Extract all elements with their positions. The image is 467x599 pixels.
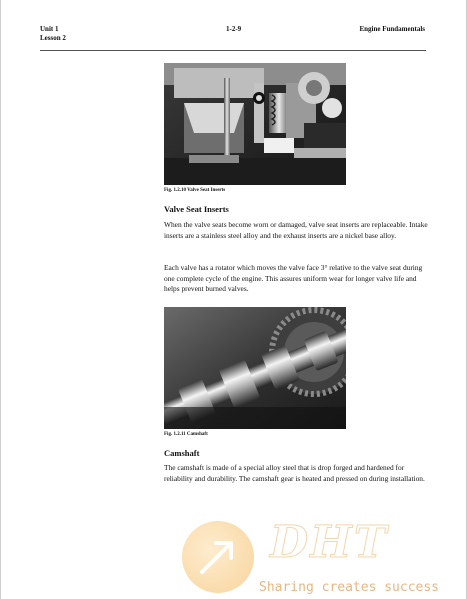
unit-label: Unit 1 bbox=[40, 25, 59, 33]
paragraph: The camshaft is made of a special alloy steel that is drop forged and hardened for reliability and durability. The camshaft gear is heated and pressed on during installation. bbox=[164, 463, 425, 483]
page-number: 1-2-9 bbox=[226, 25, 242, 33]
section-title: Engine Fundamentals bbox=[359, 25, 425, 33]
section-heading: Valve Seat Inserts bbox=[164, 204, 229, 214]
valve-seat-inserts-photo bbox=[164, 63, 346, 185]
header-divider bbox=[40, 50, 426, 51]
paragraph: When the valve seats become worn or damaged, valve seat inserts are replaceable. Intake inserts are a stainless steel alloy and the exhaust inserts are a nickel base alloy. bbox=[164, 220, 428, 240]
watermark-tagline: Sharing creates success bbox=[259, 580, 440, 595]
page-header-left bbox=[40, 25, 66, 43]
camshaft-photo bbox=[164, 307, 346, 429]
watermark bbox=[182, 516, 466, 599]
arrow-icon bbox=[196, 534, 240, 578]
page-edge-left bbox=[0, 0, 1, 599]
lesson-label: Lesson 2 bbox=[40, 34, 66, 42]
paragraph: Each valve has a rotator which moves the valve face 3° relative to the valve seat during one complete cycle of the engine. This assures uniform wear for longer valve life and helps prevent burned valves. bbox=[164, 263, 423, 293]
watermark-logo: DHT bbox=[270, 517, 389, 568]
section-heading: Camshaft bbox=[164, 448, 200, 458]
figure-caption: Fig. 1.2.10 Valve Seat Inserts bbox=[164, 188, 226, 193]
figure-caption: Fig. 1.2.11 Camshaft bbox=[164, 432, 208, 437]
